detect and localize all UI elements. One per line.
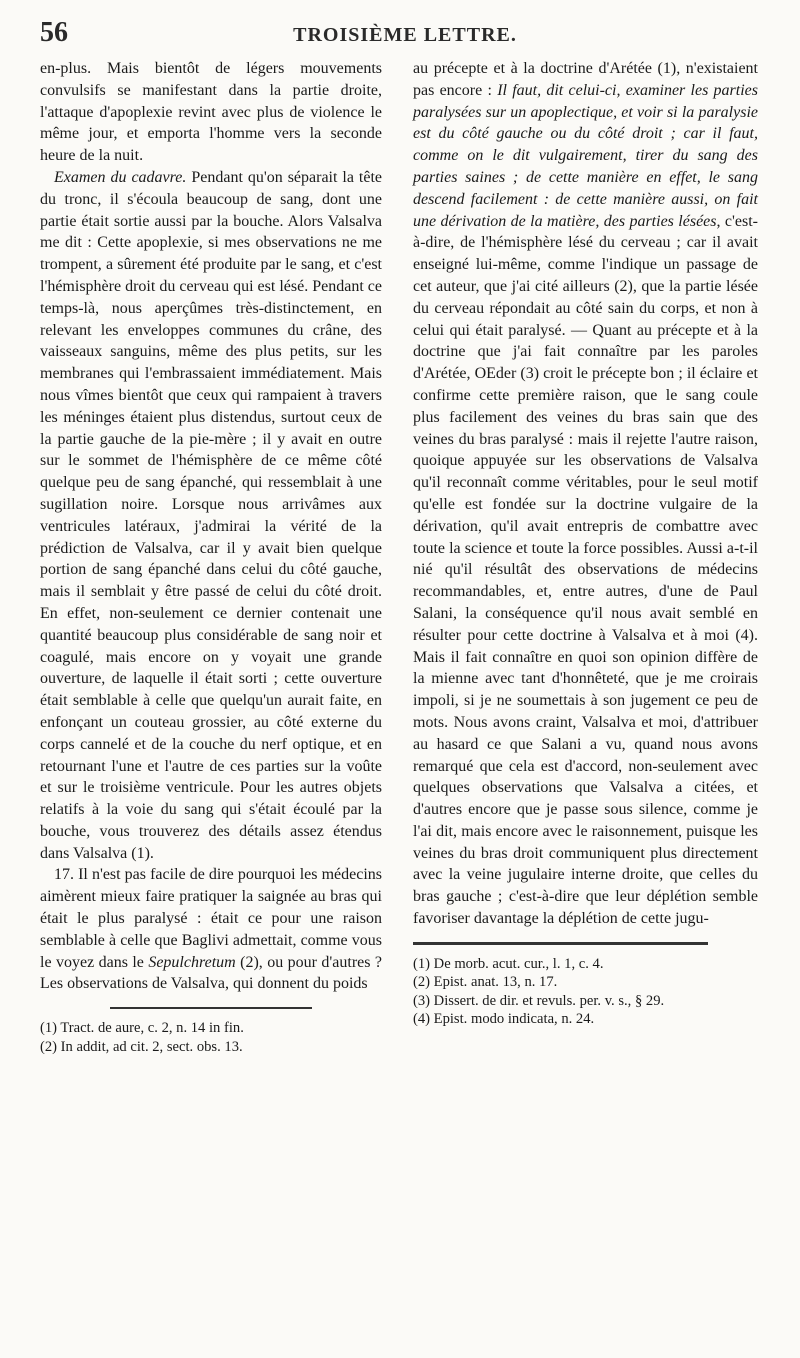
paragraph: en-plus. Mais bientôt de légers mouvements convulsifs se manifestant dans la partie droite, l'attaque d'apoplexie revint avec plus de violence le même jour, et emporta l'homme vers la seconde heure de la nuit. — [40, 60, 382, 165]
quotation: Il faut, dit celui-ci, examiner les parties paralysées sur un apoplectique, et voir si la paralysie est du côté gauche ou du côté droit ; car il faut, comme on le dit vulgairement, tirer du sang des parties saines ; de cette manière en effet, le sang descend facilement : de cette manière aussi, on fait une dérivation de la matière, des parties lésées — [413, 81, 759, 230]
paragraph — [40, 864, 382, 995]
section-heading: Examen du cadavre. — [54, 168, 187, 186]
paragraph-text: (2), ou pour d'autres ? Les observations de Valsalva, qui donnent du poids — [40, 953, 383, 993]
footnotes — [413, 955, 758, 1029]
paragraph — [40, 167, 382, 865]
footnote: (1) De morb. acut. cur., l. 1, c. 4. — [413, 955, 604, 972]
footnote: (1) Tract. de aure, c. 2, n. 14 in fin. — [40, 1020, 244, 1037]
page-number: 56 — [40, 17, 68, 48]
running-title: TROISIÈME LETTRE. — [293, 24, 517, 46]
footnote-separator — [413, 942, 708, 945]
footnotes — [40, 1019, 382, 1056]
paragraph-text: , c'est-à-dire, de l'hémisphère lésé du cerveau ; car il avait enseigné lui-même, comme l'indique un passage de cet auteur, que j'ai cité ailleurs (2), que la partie lésée du cerveau répondait au côté sain du corps, et non à celui qui était paralysé. — Quant au précepte et à la doctrine que j'ai fait connaître par les paroles d'Arétée, OEder (3) croit le précepte bon ; il éclaire et confirme cette première raison, que le sang coule plus facilement des veines du bras sain que des veines du bras paralysé : mais il rejette l'autre raison, quoique appuyée sur les observations de Valsalva qu'il reconnaît comme véritables, pour le seul motif qu'elle est fondée sur la doctrine vulgaire de la dérivation, qu'il avait entrepris de combattre avec toute la science et toute la force possibles. Aussi a-t-il nié qu'il résultât des observations de médecins recommandables, et, entre autres, d'une de Paul Salani, la conséquence qu'il nous avait semblé en résulter pour cette doctrine à Valsalva et à moi (4). Mais il fait connaître en quoi son opinion diffère de la mienne avec tant d'honnêteté, que je me croirais impoli, si je ne soumettais à son jugement ce peu de mots. Nous avons craint, Valsalva et moi, d'attribuer au hasard ce que Salani a vu, quand nous avons remarqué que cela est d'accord, non-seulement avec quelques observations que Valsalva a citées, et d'autres encore que je passe sous silence, comme je l'ai dit, mais encore avec le raisonnement, puisque les veines du bras droit communiquent plus directement avec la veine jugulaire interne droite, que celles du bras gauche ; c'est-à-dire que leur déplétion semble favoriser davantage la déplétion de cette jugu- — [413, 212, 759, 928]
right-column — [413, 58, 758, 1029]
footnote: (3) Dissert. de dir. et revuls. per. v. s., § 29. — [413, 992, 665, 1009]
paragraph-text: au précepte et à la doctrine d'Arétée (1), n'existaient pas encore : — [413, 60, 758, 99]
paragraph-text: 17. Il n'est pas facile de dire pourquoi les médecins aimèrent mieux faire pratiquer la saignée au bras qui était le plus paralysé : était ce pour une raison semblable à celle que Baglivi admettait, comme vous le voyez dans le — [40, 866, 382, 971]
left-column — [40, 58, 382, 1056]
page-header — [40, 16, 770, 50]
footnote: (4) Epist. modo indicata, n. 24. — [413, 1011, 595, 1028]
italic-term: Sepulchretum — [148, 953, 236, 971]
footnote: (2) In addit, ad cit. 2, sect. obs. 13. — [40, 1038, 243, 1055]
footnote: (2) Epist. anat. 13, n. 17. — [413, 974, 558, 991]
paragraph-text: Pendant qu'on séparait la tête du tronc, il s'écoula beaucoup de sang, dont une partie était sortie aussi par la bouche. Alors Valsalva me dit : Cette apoplexie, si mes observations ne me trompent, a sûrement été produite par le sang, et c'est l'hémisphère droit du cerveau qui est lésé. Pendant ce temps-là, nous aperçûmes très-distinctement, en relevant les enveloppes communes du crâne, des vaisseaux sanguins, même des plus petits, sur les membranes qui l'embrassaient immédiatement. Mais nous vîmes bientôt que ceux qui rampaient à travers les méninges étaient plus distendus, surtout ceux de la partie gauche de la pie-mère ; il y avait en outre sur le sommet de l'hémisphère de ce même côté quelque peu de sang épanché, qui ressemblait à une sugillation noire. Lorsque nous arrivâmes aux ventricules latéraux, j'admirai la vérité de la prédiction de Valsalva, car il y avait bien quelque portion de sang épanché dans celui du côté gauche, mais il semblait y être passé de celui du côté droit. En effet, non-seulement ce dernier contenait une quantité beaucoup plus considérable de sang noir et coagulé, mais encore on y voyait une grande ouverture, de laquelle il était sorti ; cette ouverture était semblable à celle que quelqu'un aurait faite, en enfonçant un couteau grossier, au côté externe du corps cannelé et de la couche du nerf optique, et en retournant l'une et l'autre de ces parties sur la voûte et sur le troisième ventricule. Pour les autres objets relatifs à la voie du sang qui s'était écoulé par la bouche, vous trouverez des détails assez étendus dans Valsalva (1). — [40, 168, 382, 862]
paragraph — [413, 58, 758, 930]
footnote-separator — [110, 1007, 312, 1009]
